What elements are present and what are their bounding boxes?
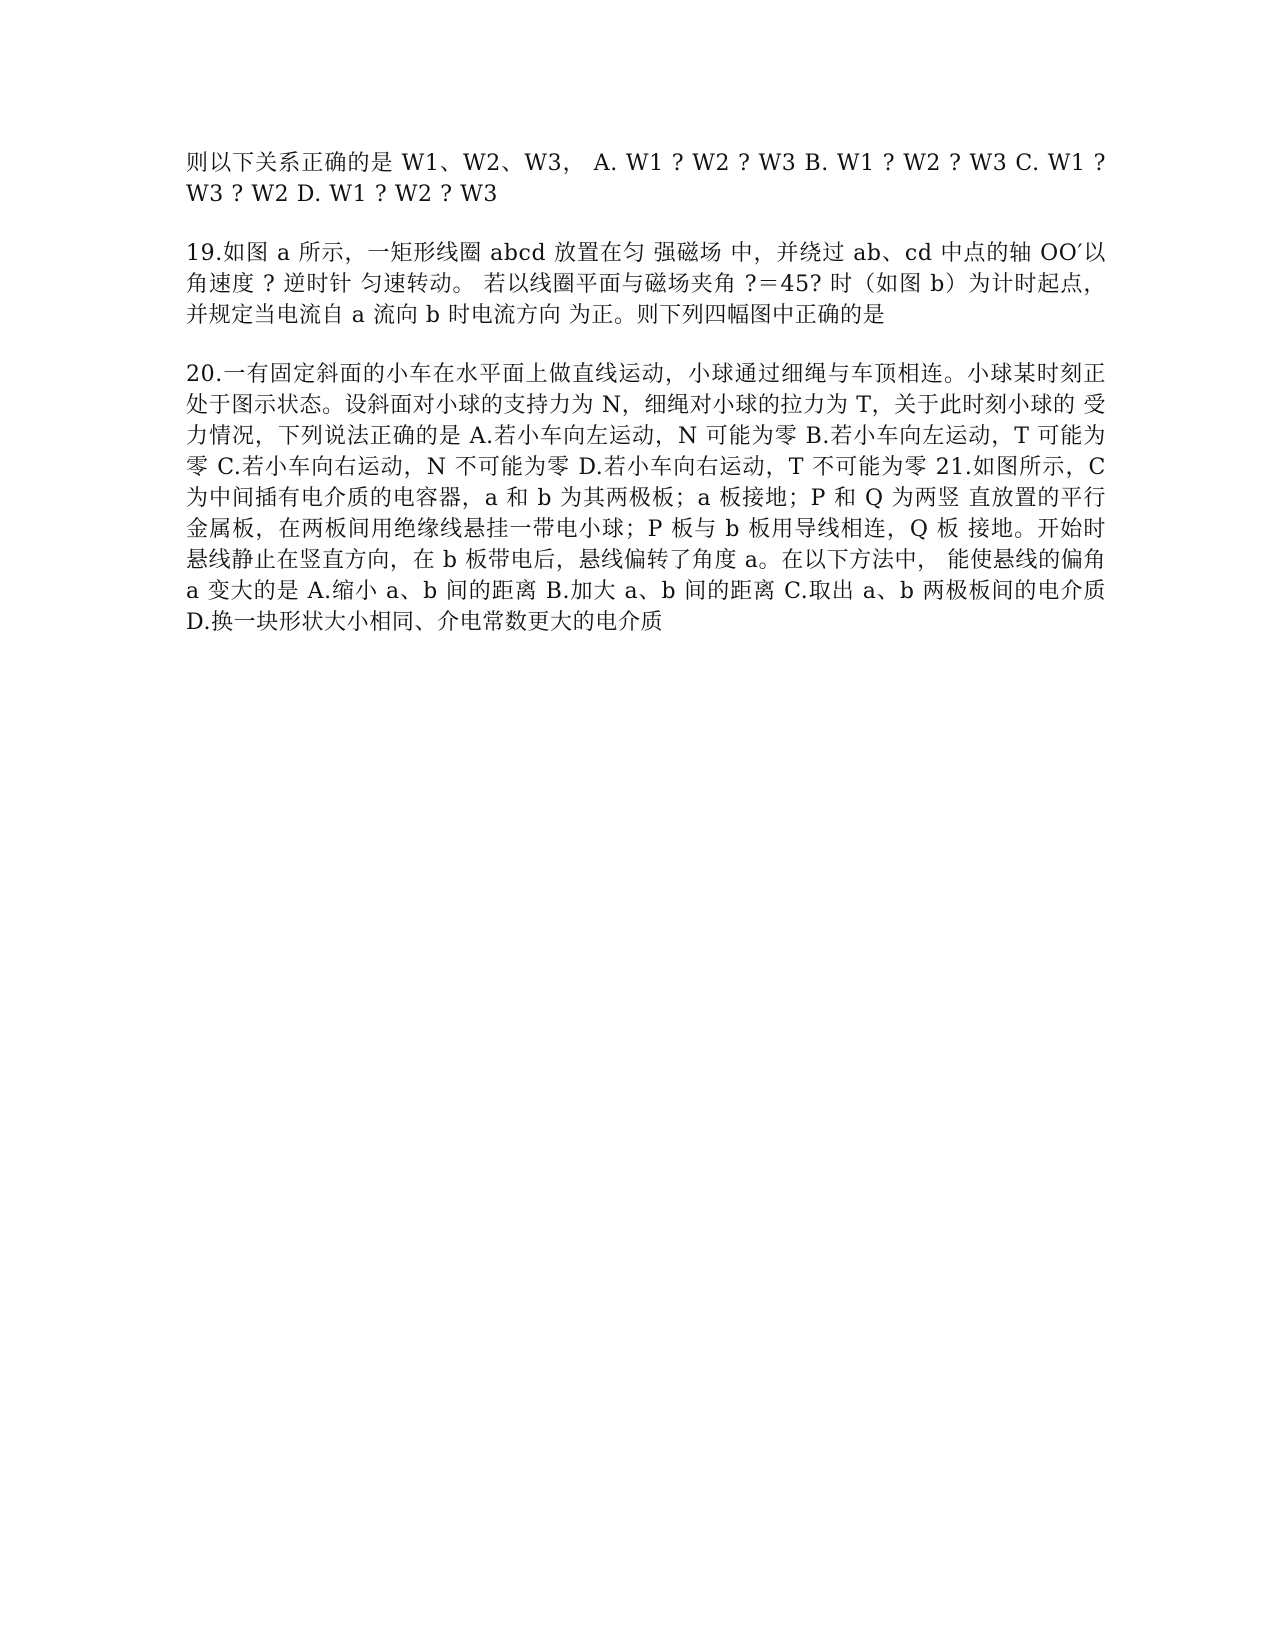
document-body xyxy=(186,148,1106,666)
paragraph-question-18-options: 则以下关系正确的是 W1、W2、W3， A. W1 ? W2 ? W3 B. W1 ? W2 ? W3 C. W1 ? W3 ? W2 D. W1 ? W2 ? W3 xyxy=(186,151,1106,207)
paragraph-question-20-21: 20.一有固定斜面的小车在水平面上做直线运动，小球通过细绳与车顶相连。小球某时刻正 处于图示状态。设斜面对小球的支持力为 N，细绳对小球的拉力为 T，关于此时刻小球的 受力情况，下列说法正确的是 A.若小车向左运动，N 可能为零 B.若小车向左运动，T 可能为零 C.若小车向右运动，N 不可能为零 D.若小车向右运动，T 不可能为零 21.如图所示，C 为中间插有电介质的电容器，a 和 b 为其两极板；a 板接地；P 和 Q 为两竖 直放置的平行金属板，在两板间用绝缘线悬挂一带电小球；P 板与 b 板用导线相连，Q 板 接地。开始时悬线静止在竖直方向，在 b 板带电后，悬线偏转了角度 a。在以下方法中， 能使悬线的偏角 a 变大的是 A.缩小 a、b 间的距离 B.加大 a、b 间的距离 C.取出 a、b 两极板间的电介质 D.换一块形状大小相同、介电常数更大的电介质 xyxy=(186,362,1106,635)
paragraph-question-19: 19.如图 a 所示，一矩形线圈 abcd 放置在匀 强磁场 中，并绕过 ab、cd 中点的轴 OO′以角速度 ? 逆时针 匀速转动。 若以线圈平面与磁场夹角 ?＝45? 时（如图 b）为计时起点，并规定当电流自 a 流向 b 时电流方向 为正。则下列四幅图中正确的是 xyxy=(186,241,1106,328)
